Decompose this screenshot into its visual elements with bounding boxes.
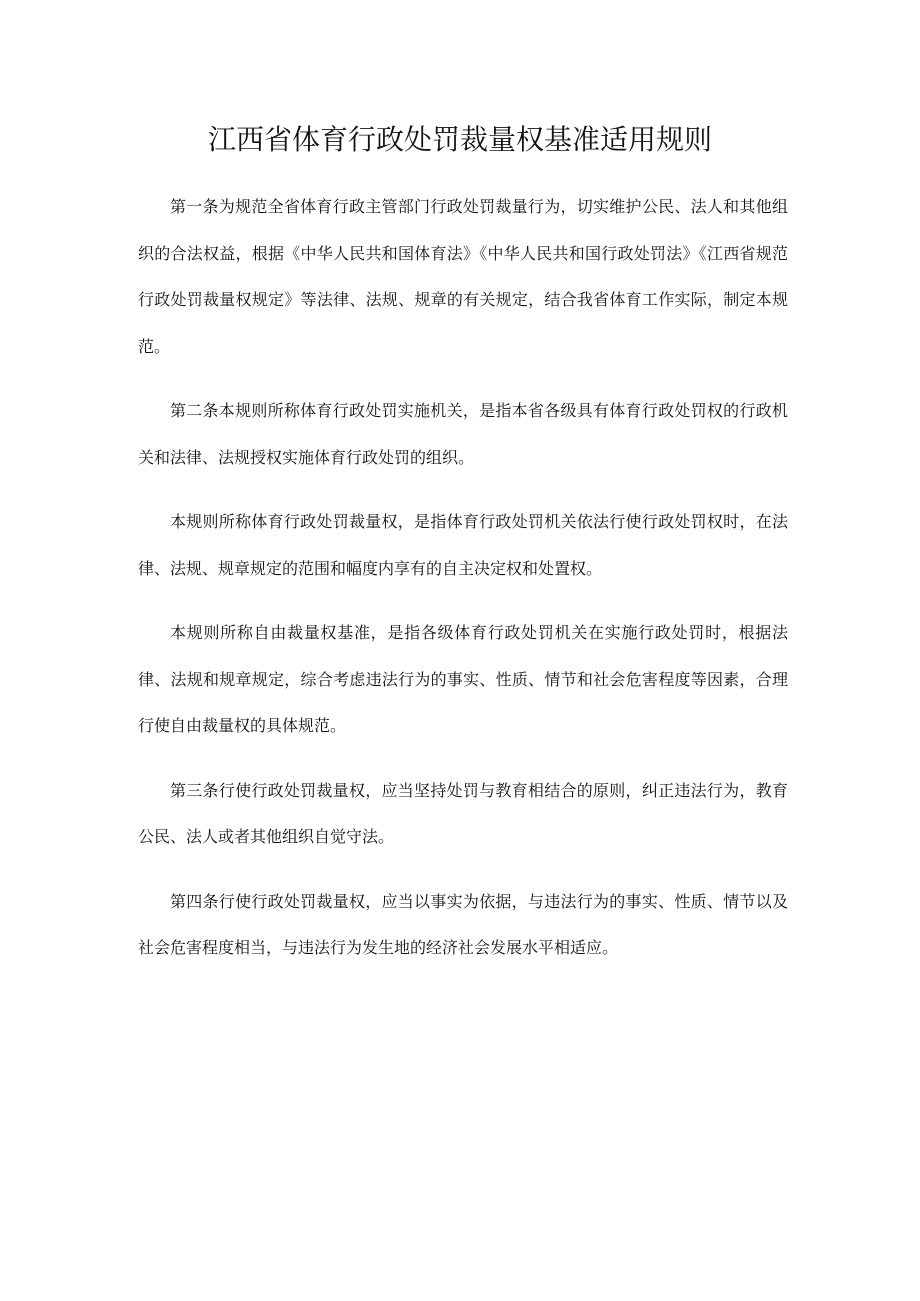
paragraph-article-3: 第三条行使行政处罚裁量权，应当坚持处罚与教育相结合的原则，纠正违法行为，教育公民、法人或者其他组织自觉守法。 bbox=[138, 780, 788, 846]
paragraph-article-2: 第二条本规则所称体育行政处罚实施机关，是指本省各级具有体育行政处罚权的行政机关和法律、法规授权实施体育行政处罚的组织。 bbox=[138, 401, 788, 467]
document-title: 江西省体育行政处罚裁量权基准适用规则 bbox=[207, 123, 712, 156]
document-body bbox=[138, 184, 788, 990]
paragraph-discretion-definition: 本规则所称体育行政处罚裁量权，是指体育行政处罚机关依法行使行政处罚权时，在法律、法规、规章规定的范围和幅度内享有的自主决定权和处置权。 bbox=[138, 512, 788, 578]
paragraph-article-1: 第一条为规范全省体育行政主管部门行政处罚裁量行为，切实维护公民、法人和其他组织的合法权益，根据《中华人民共和国体育法》《中华人民共和国行政处罚法》《江西省规范行政处罚裁量权规定》等法律、法规、规章的有关规定，结合我省体育工作实际，制定本规范。 bbox=[138, 197, 788, 356]
paragraph-benchmark-definition: 本规则所称自由裁量权基准，是指各级体育行政处罚机关在实施行政处罚时，根据法律、法规和规章规定，综合考虑违法行为的事实、性质、情节和社会危害程度等因素，合理行使自由裁量权的具体规范。 bbox=[138, 623, 788, 735]
paragraph-article-4: 第四条行使行政处罚裁量权，应当以事实为依据，与违法行为的事实、性质、情节以及社会危害程度相当，与违法行为发生地的经济社会发展水平相适应。 bbox=[138, 891, 788, 957]
